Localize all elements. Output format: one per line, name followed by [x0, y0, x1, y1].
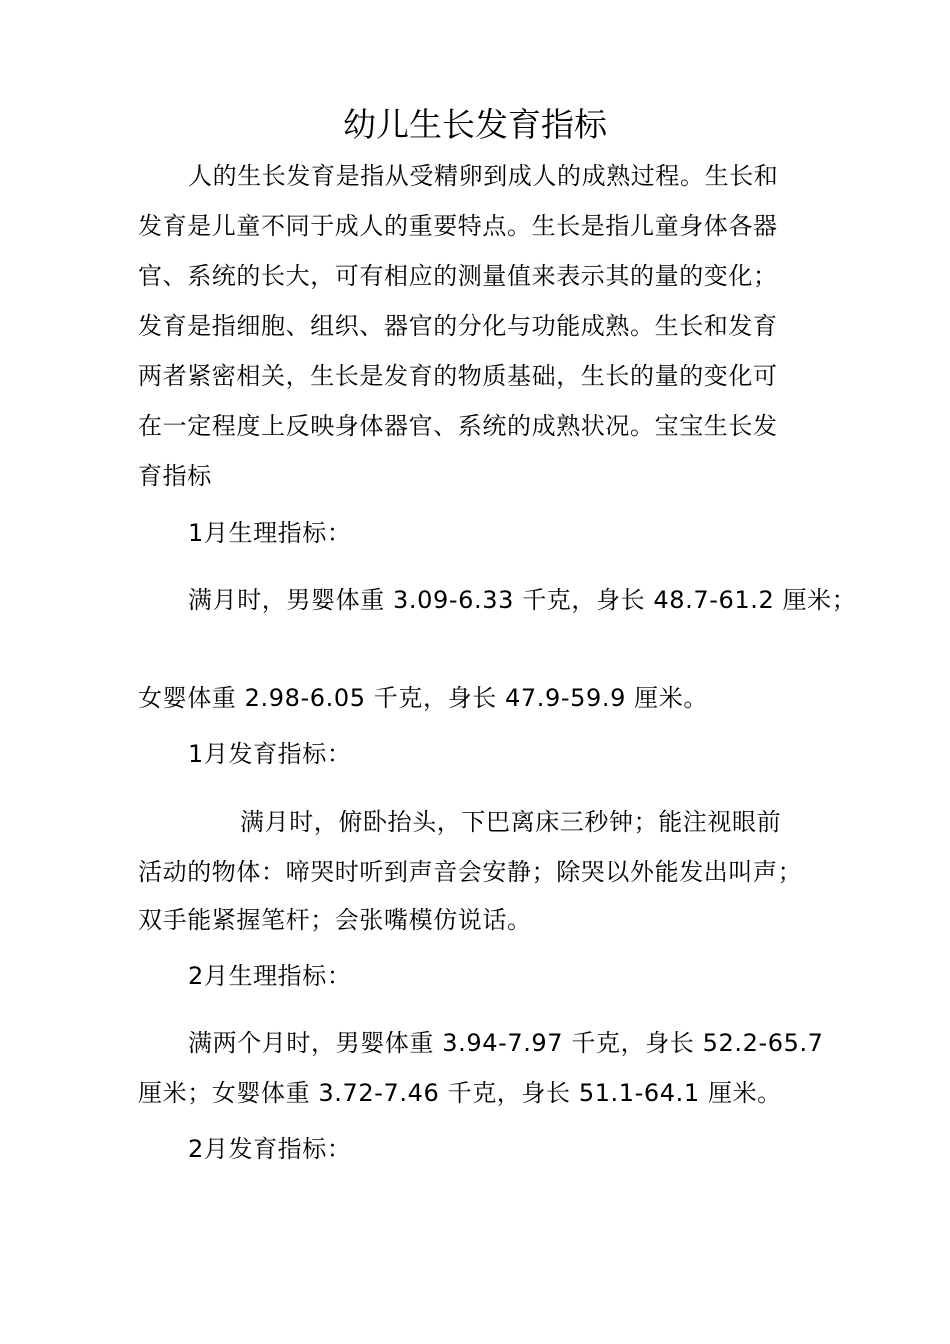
- intro-line: 发育是指细胞、组织、器官的分化与功能成熟。生长和发育: [138, 312, 778, 340]
- paragraph-line: 满月时，男婴体重 3.09-6.33 千克，身长 48.7-61.2 厘米；: [188, 586, 857, 614]
- section-heading-month2-development: 2月发育指标：: [188, 1135, 352, 1163]
- section-heading-month1-development: 1月发育指标：: [188, 740, 352, 768]
- intro-line: 人的生长发育是指从受精卵到成人的成熟过程。生长和: [188, 162, 779, 190]
- paragraph-line: 满两个月时，男婴体重 3.94-7.97 千克，身长 52.2-65.7: [188, 1029, 824, 1057]
- paragraph-line: 女婴体重 2.98-6.05 千克，身长 47.9-59.9 厘米。: [138, 684, 708, 712]
- section-heading-month1-physical: 1月生理指标：: [188, 519, 352, 547]
- document-title: 幼儿生长发育指标: [343, 105, 607, 144]
- paragraph-line: 满月时，俯卧抬头，下巴离床三秒钟；能注视眼前: [240, 808, 782, 836]
- intro-line: 在一定程度上反映身体器官、系统的成熟状况。宝宝生长发: [138, 412, 778, 440]
- intro-line: 两者紧密相关，生长是发育的物质基础，生长的量的变化可: [138, 362, 778, 390]
- intro-line: 发育是儿童不同于成人的重要特点。生长是指儿童身体各器: [138, 212, 778, 240]
- section-heading-month2-physical: 2月生理指标：: [188, 962, 352, 990]
- paragraph-line: 活动的物体：啼哭时听到声音会安静；除哭以外能发出叫声；: [138, 858, 803, 886]
- intro-line: 官、系统的长大，可有相应的测量值来表示其的量的变化；: [138, 262, 778, 290]
- paragraph-line: 双手能紧握笔杆；会张嘴模仿说话。: [138, 906, 532, 934]
- paragraph-line: 厘米；女婴体重 3.72-7.46 千克，身长 51.1-64.1 厘米。: [138, 1079, 782, 1107]
- intro-line: 育指标: [138, 462, 212, 490]
